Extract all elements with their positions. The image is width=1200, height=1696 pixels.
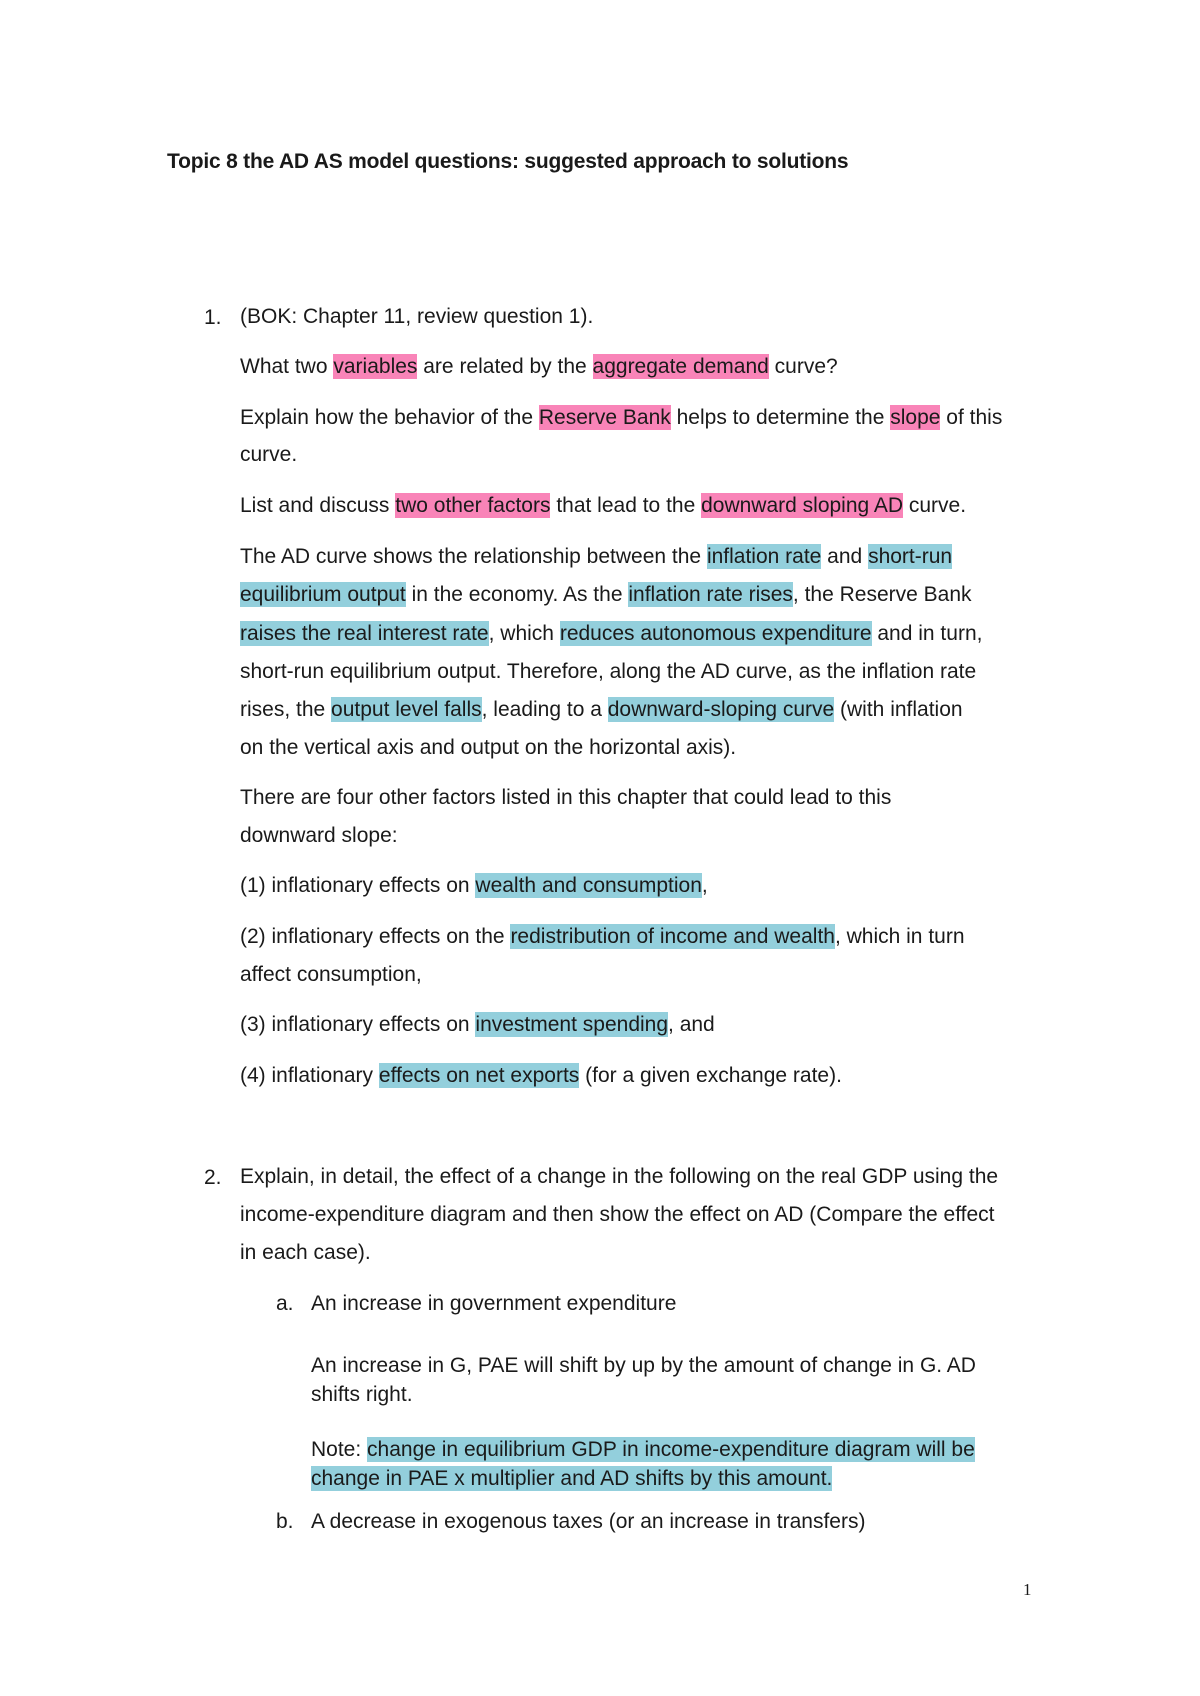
question-1-line-3: curve. [240,443,298,466]
question-2-number: 2. [204,1166,222,1189]
factor-item-2-cont: affect consumption, [240,963,422,986]
highlight: downward-sloping curve [607,698,835,721]
question-1-line-4: List and discuss two other factors that lead to the downward sloping AD curve. [240,494,967,517]
sub-a-text: An increase in government expenditure [311,1292,677,1315]
sub-b-label: b. [276,1510,294,1533]
question-1-ref: (BOK: Chapter 11, review question 1). [240,305,594,328]
note-line-2 [311,1460,832,1498]
question-2-line-3: in each case). [240,1241,371,1264]
highlight: effects on net exports [378,1064,580,1087]
highlight: investment spending [475,1013,669,1036]
highlight: two other factors [395,494,551,517]
highlight: downward sloping AD [701,494,904,517]
note-line-1: Note: change in equilibrium GDP in income-expenditure diagram will be [311,1438,975,1461]
question-1-line-1: What two variables are related by the aggregate demand curve? [240,355,838,378]
factors-line-1: There are four other factors listed in this chapter that could lead to this [240,786,892,809]
highlight: raises the real interest rate [240,622,489,645]
question-1-line-2: Explain how the behavior of the Reserve Bank helps to determine the slope of this [240,406,1003,429]
sub-a-answer-2: shifts right. [311,1383,413,1406]
highlight: inflation rate [706,545,822,568]
highlight: short-run [868,545,953,568]
highlight: output level falls [331,698,482,721]
highlight: slope [890,406,941,429]
answer-1-line-4: short-run equilibrium output. Therefore, along the AD curve, as the inflation rate [240,660,977,683]
sub-b-text: A decrease in exogenous taxes (or an increase in transfers) [311,1510,866,1533]
factors-line-2: downward slope: [240,824,398,847]
highlight: change in PAE x multiplier and AD shifts by this amount. [311,1467,833,1490]
highlight: equilibrium output [240,583,406,606]
sub-a-label: a. [276,1292,294,1315]
factor-item-1: (1) inflationary effects on wealth and consumption, [240,874,708,897]
question-1-number: 1. [204,306,222,329]
question-2-line-1: Explain, in detail, the effect of a change in the following on the real GDP using the [240,1165,999,1188]
highlight: inflation rate rises [628,583,793,606]
highlight: reduces autonomous expenditure [559,622,872,645]
highlight: change in equilibrium GDP in income-expenditure diagram will be [367,1438,975,1461]
sub-a-answer-1: An increase in G, PAE will shift by up by the amount of change in G. AD [311,1354,976,1377]
factor-item-4: (4) inflationary effects on net exports (for a given exchange rate). [240,1064,842,1087]
answer-1-line-1: The AD curve shows the relationship between the inflation rate and short-run [240,545,953,568]
highlight: aggregate demand [592,355,769,378]
page-title: Topic 8 the AD AS model questions: suggested approach to solutions [167,150,849,173]
factor-item-2: (2) inflationary effects on the redistribution of income and wealth, which in turn [240,925,965,948]
highlight: variables [333,355,418,378]
highlight: redistribution of income and wealth [510,925,835,948]
question-2-line-2: income-expenditure diagram and then show the effect on AD (Compare the effect [240,1203,995,1226]
answer-1-line-5: rises, the output level falls, leading to a downward-sloping curve (with inflation [240,698,963,721]
highlight: Reserve Bank [538,406,671,429]
answer-1-line-3: raises the real interest rate, which reduces autonomous expenditure and in turn, [240,622,983,645]
answer-1-line-2: equilibrium output in the economy. As the inflation rate rises, the Reserve Bank [240,583,972,606]
highlight: wealth and consumption [475,874,702,897]
page-number: 1 [1023,1580,1032,1599]
factor-item-3: (3) inflationary effects on investment spending, and [240,1013,715,1036]
answer-1-line-6: on the vertical axis and output on the horizontal axis). [240,736,737,759]
